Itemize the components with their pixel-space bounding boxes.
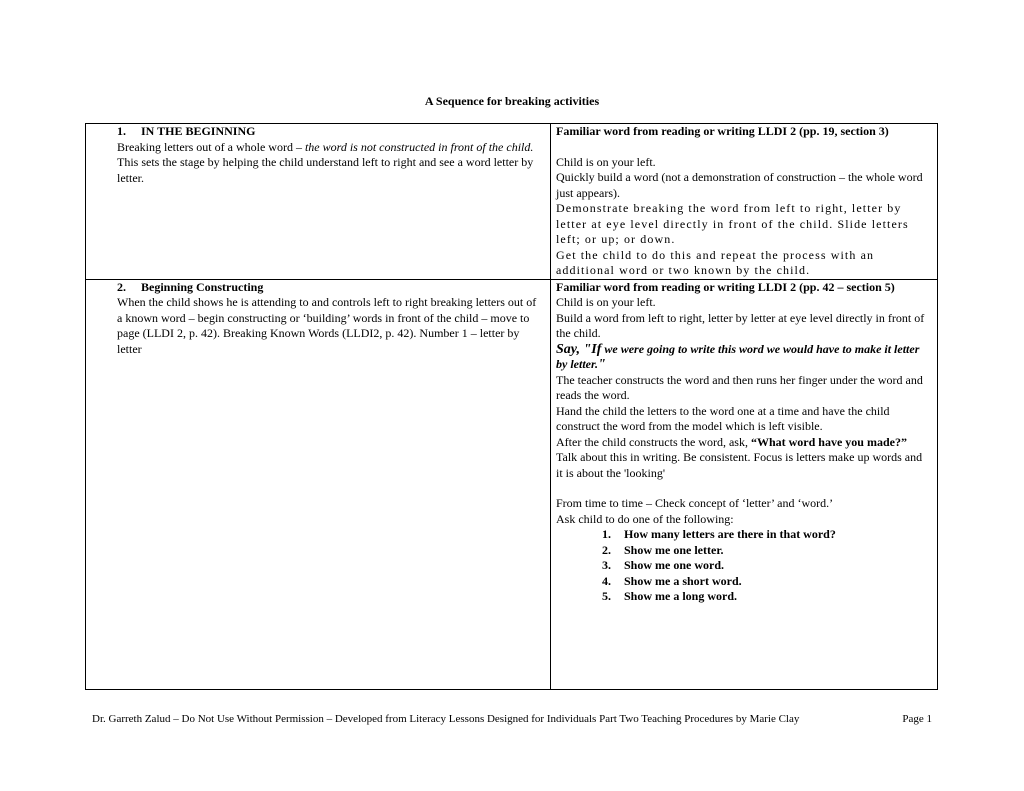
table-row (86, 279, 938, 690)
row1-right-line: Demonstrate breaking the word from left to right, letter by letter at eye level directly in front of the child. Slide letters left; or up; or down. (556, 201, 909, 246)
row1-right-heading: Familiar word from reading or writing LLDI 2 (pp. 19, section 3) (556, 124, 889, 138)
question-list (556, 527, 930, 605)
list-item: 5. Show me a long word. (602, 589, 738, 603)
row1-text-b: This sets the stage by helping the child understand left to right and see a word letter by letter. (117, 155, 534, 185)
row1-number: 1. (117, 124, 126, 138)
list-item: 3. Show me one word. (602, 558, 725, 572)
row2-number: 2. (117, 279, 126, 294)
row1-heading-text: IN THE BEGINNING (141, 124, 256, 138)
row2-right-line: From time to time – Check concept of ‘letter’ and ‘word.’ (556, 496, 834, 510)
list-item: 1. How many letters are there in that word? (602, 527, 836, 541)
page-number: Page 1 (902, 713, 932, 725)
row2-description: When the child shows he is attending to and controls left to right breaking letters out of a known word – begin constructing or ‘building’ words in front of the child – move to page (LLDI 2, p. 42). Breaking Known Words (LLDI2, p. 42). Number 1 – letter by letter (117, 295, 537, 356)
say-rest: we were going to write this word we would have to make it letter by letter. (556, 341, 920, 371)
row1-right-cell (551, 124, 938, 280)
row1-description (117, 140, 543, 187)
row2-right-line: Talk about this in writing. Be consistent. Focus is letters make up words and it is about the 'looking' (556, 450, 923, 480)
row2-right-line: Hand the child the letters to the word one at a time and have the child construct the word from the model which is left visible. (556, 403, 890, 433)
row2-heading-text: Beginning Constructing (141, 279, 264, 294)
table-row (86, 124, 938, 280)
ask-text: After the child constructs the word, ask, (556, 434, 751, 449)
row1-heading (117, 124, 543, 140)
row2-right-line: The teacher constructs the word and then runs her finger under the word and reads the word. (556, 372, 923, 402)
row1-text-a: Breaking letters out of a whole word – (117, 139, 305, 154)
say-instruction (556, 342, 930, 373)
row2-right-cell (551, 279, 938, 690)
row2-heading (117, 280, 543, 296)
say-close: " (598, 357, 606, 372)
row2-right-line: Child is on your left. (556, 295, 656, 309)
row2-right-line: Build a word from left to right, letter by letter at eye level directly in front of the child. (556, 310, 925, 340)
row1-right-line: Get the child to do this and repeat the process with an additional word or two known by the child. (556, 247, 875, 277)
list-item: 2. Show me one letter. (602, 542, 724, 557)
say-prefix: Say, "If (556, 341, 602, 357)
activities-table (85, 123, 938, 690)
ask-question: “What word have you made?” (750, 434, 907, 449)
document-title: A Sequence for breaking activities (424, 94, 600, 108)
row2-right-line: Ask child to do one of the following: (556, 511, 734, 526)
footer-credit: Dr. Garreth Zalud – Do Not Use Without Permission – Developed from Literacy Lessons Designed for Individuals Part Two Teaching Procedures by Marie Clay (92, 713, 800, 725)
row1-right-line: Child is on your left. (556, 154, 656, 169)
row1-right-line: Quickly build a word (not a demonstration of construction – the whole word just appears). (556, 170, 923, 200)
row1-left-cell (86, 124, 551, 280)
row1-text-italic: the word is not constructed in front of the child. (304, 139, 534, 154)
row2-right-heading: Familiar word from reading or writing LLDI 2 (pp. 42 – section 5) (556, 279, 895, 294)
row2-right-line (556, 435, 930, 451)
list-item: 4. Show me a short word. (602, 573, 742, 588)
row2-left-cell (86, 279, 551, 690)
